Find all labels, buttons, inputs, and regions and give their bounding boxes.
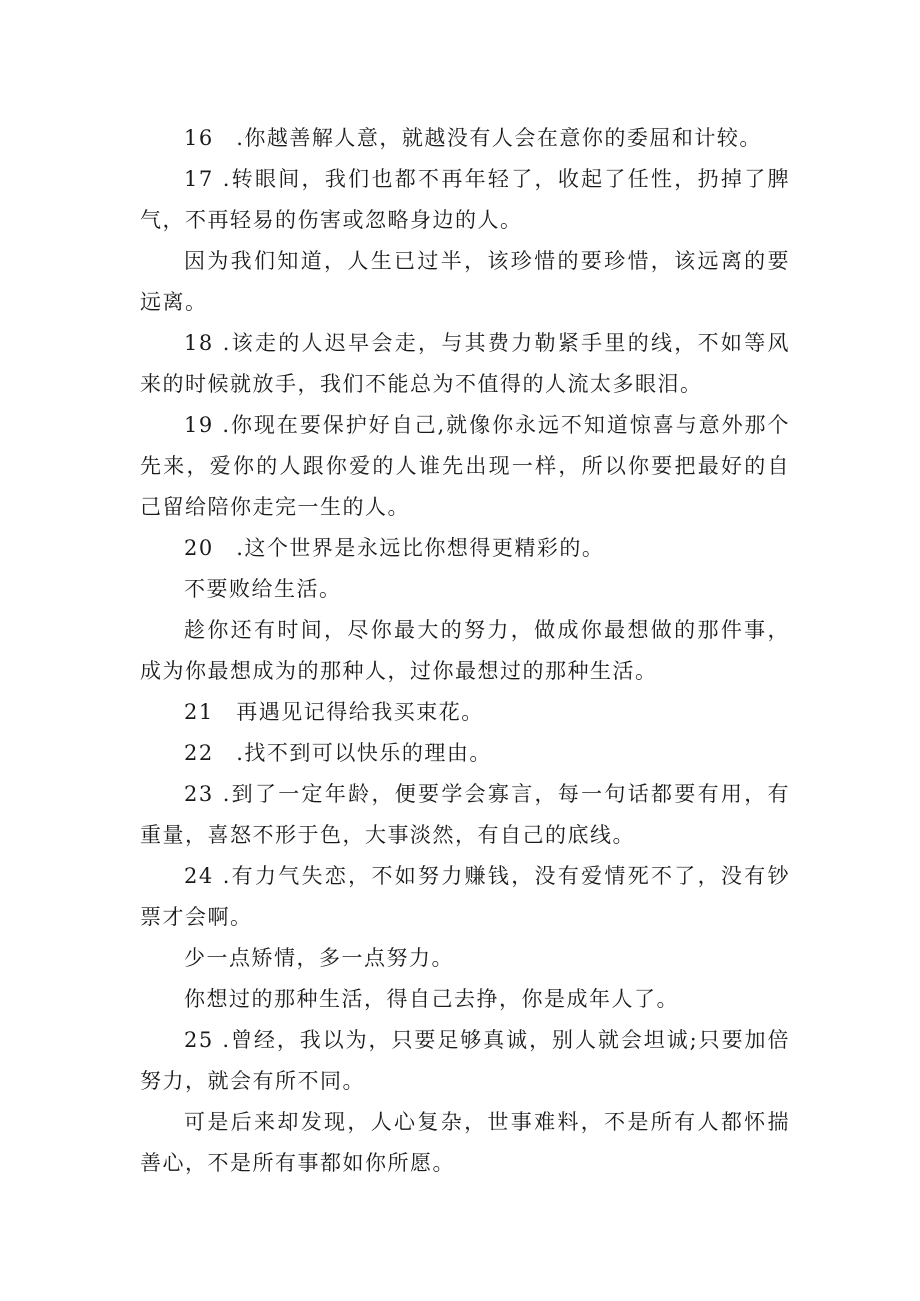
paragraph-25-continued: 可是后来却发现，人心复杂，世事难料，不是所有人都怀揣善心，不是所有事都如你所愿。	[140, 1110, 790, 1175]
paragraph-16: 16 .你越善解人意，就越没有人会在意你的委屈和计较。	[184, 126, 762, 150]
paragraph-20: 20 .这个世界是永远比你想得更精彩的。	[184, 536, 605, 560]
paragraph-17: 17 .转眼间，我们也都不再年轻了，收起了任性，扔掉了脾气，不再轻易的伤害或忽略身边的人。	[140, 167, 790, 232]
paragraph-22: 22 .找不到可以快乐的理由。	[184, 741, 492, 765]
paragraph-17-continued: 因为我们知道，人生已过半，该珍惜的要珍惜，该远离的要远离。	[140, 249, 790, 314]
document-body	[140, 118, 790, 1184]
paragraph-19: 19 .你现在要保护好自己,就像你永远不知道惊喜与意外那个先来，爱你的人跟你爱的人谁先出现一样，所以你要把最好的自己留给陪你走完一生的人。	[140, 413, 790, 519]
paragraph-20-continued-1: 不要败给生活。	[184, 577, 342, 601]
paragraph-23: 23 .到了一定年龄，便要学会寡言，每一句话都要有用，有重量，喜怒不形于色，大事淡然，有自己的底线。	[140, 782, 790, 847]
paragraph-20-continued-2: 趁你还有时间，尽你最大的努力，做成你最想做的那件事，成为你最想成为的那种人，过你最想过的那种生活。	[140, 618, 790, 683]
paragraph-24-continued-1: 少一点矫情，多一点努力。	[184, 946, 454, 970]
paragraph-24-continued-2: 你想过的那种生活，得自己去挣，你是成年人了。	[184, 987, 679, 1011]
paragraph-18: 18 .该走的人迟早会走，与其费力勒紧手里的线，不如等风来的时候就放手，我们不能总为不值得的人流太多眼泪。	[140, 331, 790, 396]
paragraph-25: 25 .曾经，我以为，只要足够真诚，别人就会坦诚;只要加倍努力，就会有所不同。	[140, 1028, 790, 1093]
paragraph-24: 24 .有力气失恋，不如努力赚钱，没有爱情死不了，没有钞票才会啊。	[140, 864, 790, 929]
paragraph-21: 21 再遇见记得给我买束花。	[184, 700, 484, 724]
